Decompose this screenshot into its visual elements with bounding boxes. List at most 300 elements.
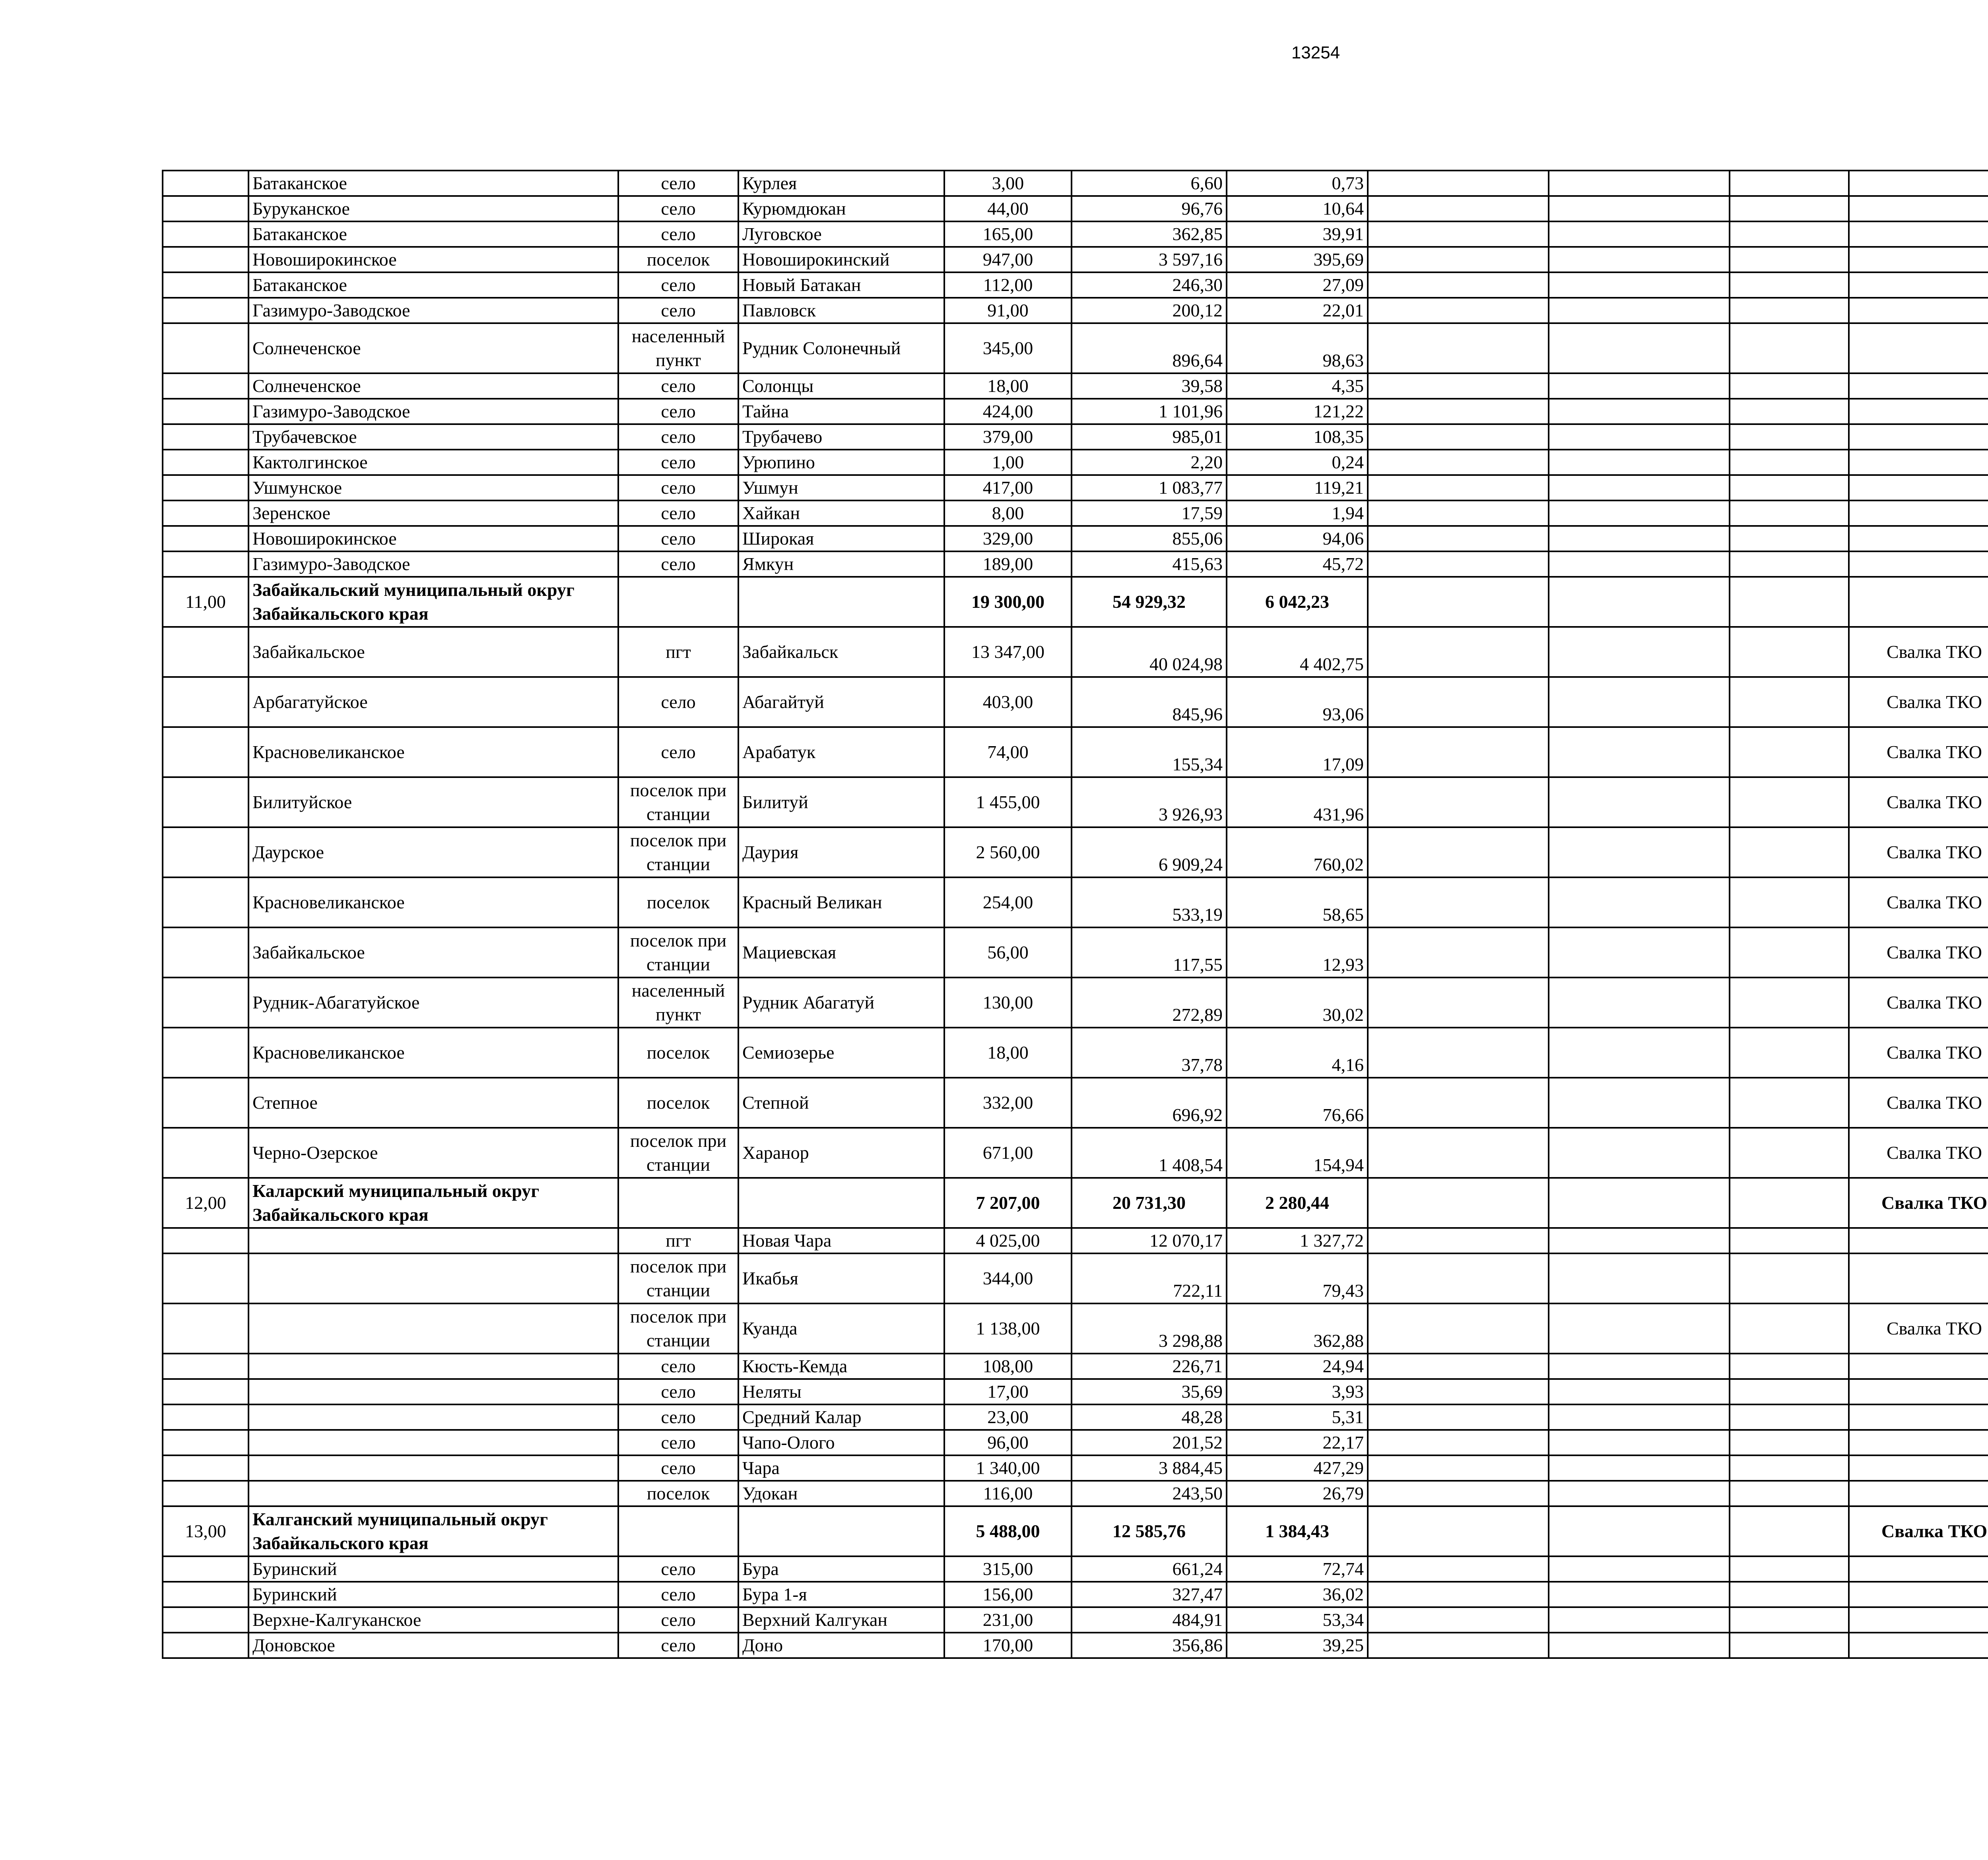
empty-cell (1368, 1028, 1549, 1078)
population-cell: 332,00 (944, 1078, 1072, 1128)
empty-cell (1368, 1253, 1549, 1303)
settlement-name-cell: Икабья (738, 1253, 944, 1303)
empty-cell (1730, 1481, 1849, 1506)
volume-cell: 696,92 (1072, 1078, 1227, 1128)
municipality-cell: Солнеченское (248, 373, 618, 399)
volume-cell: 48,28 (1072, 1404, 1227, 1430)
empty-cell (1730, 323, 1849, 373)
table-row (163, 526, 1988, 551)
empty-cell (1549, 1481, 1730, 1506)
settlement-name-cell: Забайкальск (738, 627, 944, 677)
mass-cell: 27,09 (1227, 272, 1368, 298)
empty-cell (1368, 475, 1549, 500)
table-row (163, 1430, 1988, 1455)
mass-cell: 72,74 (1227, 1556, 1368, 1582)
settlement-type-cell: село (618, 373, 738, 399)
municipality-cell: Красновеликанское (248, 877, 618, 927)
table-row (163, 1379, 1988, 1404)
empty-cell (1730, 978, 1849, 1028)
settlement-type-cell: село (618, 298, 738, 323)
settlement-name-cell: Солонцы (738, 373, 944, 399)
mass-cell: 98,63 (1227, 323, 1368, 373)
settlement-name-cell: Кюсть-Кемда (738, 1354, 944, 1379)
settlement-name-cell: Ушмун (738, 475, 944, 500)
facility-cell (1849, 1354, 1988, 1379)
settlement-type-cell: село (618, 1379, 738, 1404)
row-number-cell (163, 627, 248, 677)
table-row (163, 1556, 1988, 1582)
row-number-cell: 13,00 (163, 1506, 248, 1556)
table-row (163, 247, 1988, 272)
facility-cell (1849, 1253, 1988, 1303)
volume-cell: 3 597,16 (1072, 247, 1227, 272)
population-cell: 7 207,00 (944, 1178, 1072, 1228)
row-number-cell (163, 827, 248, 877)
mass-cell: 4,35 (1227, 373, 1368, 399)
municipality-cell: Ушмунское (248, 475, 618, 500)
volume-cell: 117,55 (1072, 927, 1227, 978)
table-row (163, 978, 1988, 1028)
mass-cell: 760,02 (1227, 827, 1368, 877)
empty-cell (1730, 475, 1849, 500)
population-cell: 4 025,00 (944, 1228, 1072, 1253)
empty-cell (1549, 1556, 1730, 1582)
row-number-cell (163, 298, 248, 323)
empty-cell (1368, 196, 1549, 221)
empty-cell (1549, 247, 1730, 272)
volume-cell: 54 929,32 (1072, 577, 1227, 627)
empty-cell (1368, 1404, 1549, 1430)
table-row (163, 1607, 1988, 1633)
settlement-name-cell (738, 1178, 944, 1228)
settlement-name-cell: Даурия (738, 827, 944, 877)
empty-cell (1549, 424, 1730, 450)
row-number-cell (163, 727, 248, 777)
empty-cell (1549, 1303, 1730, 1354)
volume-cell: 96,76 (1072, 196, 1227, 221)
population-cell: 424,00 (944, 399, 1072, 424)
settlement-type-cell: село (618, 171, 738, 196)
population-cell: 1 138,00 (944, 1303, 1072, 1354)
volume-cell: 3 884,45 (1072, 1455, 1227, 1481)
settlement-type-cell: село (618, 399, 738, 424)
settlement-name-cell: Неляты (738, 1379, 944, 1404)
volume-cell: 226,71 (1072, 1354, 1227, 1379)
volume-cell: 12 070,17 (1072, 1228, 1227, 1253)
empty-cell (1368, 272, 1549, 298)
table-row (163, 877, 1988, 927)
row-number-cell (163, 450, 248, 475)
settlement-type-cell: поселок при станции (618, 1303, 738, 1354)
settlement-type-cell: пгт (618, 1228, 738, 1253)
empty-cell (1368, 677, 1549, 727)
facility-cell (1849, 551, 1988, 577)
volume-cell: 985,01 (1072, 424, 1227, 450)
municipality-cell: Новоширокинское (248, 247, 618, 272)
mass-cell: 4 402,75 (1227, 627, 1368, 677)
municipality-cell (248, 1228, 618, 1253)
empty-cell (1549, 1178, 1730, 1228)
volume-cell: 201,52 (1072, 1430, 1227, 1455)
mass-cell: 45,72 (1227, 551, 1368, 577)
empty-cell (1368, 323, 1549, 373)
empty-cell (1549, 1430, 1730, 1455)
municipality-cell: Батаканское (248, 272, 618, 298)
municipality-cell (248, 1455, 618, 1481)
municipality-cell: Буринский (248, 1582, 618, 1607)
municipality-cell (248, 1354, 618, 1379)
empty-cell (1549, 1128, 1730, 1178)
settlement-type-cell (618, 577, 738, 627)
settlement-name-cell: Арабатук (738, 727, 944, 777)
settlement-type-cell: село (618, 272, 738, 298)
empty-cell (1730, 677, 1849, 727)
municipality-cell: Газимуро-Заводское (248, 399, 618, 424)
municipality-cell: Кактолгинское (248, 450, 618, 475)
table-row (163, 1128, 1988, 1178)
empty-cell (1368, 1481, 1549, 1506)
population-cell: 315,00 (944, 1556, 1072, 1582)
population-cell: 2 560,00 (944, 827, 1072, 877)
population-cell: 18,00 (944, 1028, 1072, 1078)
volume-cell: 722,11 (1072, 1253, 1227, 1303)
municipality-cell: Верхне-Калгуканское (248, 1607, 618, 1633)
facility-cell: Свалка ТКО (1849, 1028, 1988, 1078)
empty-cell (1549, 1455, 1730, 1481)
table-row (163, 1633, 1988, 1658)
table-row (163, 196, 1988, 221)
empty-cell (1730, 1455, 1849, 1481)
empty-cell (1730, 1582, 1849, 1607)
table-row (163, 450, 1988, 475)
empty-cell (1368, 577, 1549, 627)
volume-cell: 2,20 (1072, 450, 1227, 475)
row-number-cell (163, 171, 248, 196)
facility-cell (1849, 1607, 1988, 1633)
empty-cell (1549, 978, 1730, 1028)
empty-cell (1730, 500, 1849, 526)
table-row (163, 1253, 1988, 1303)
row-number-cell (163, 1607, 248, 1633)
row-number-cell (163, 247, 248, 272)
settlement-type-cell: село (618, 1430, 738, 1455)
empty-cell (1730, 1028, 1849, 1078)
subtotal-row (163, 1178, 1988, 1228)
mass-cell: 2 280,44 (1227, 1178, 1368, 1228)
settlement-name-cell: Тайна (738, 399, 944, 424)
volume-cell: 362,85 (1072, 221, 1227, 247)
empty-cell (1368, 1228, 1549, 1253)
population-cell: 8,00 (944, 500, 1072, 526)
empty-cell (1368, 777, 1549, 827)
mass-cell: 5,31 (1227, 1404, 1368, 1430)
facility-cell: Свалка ТКО (1849, 1303, 1988, 1354)
empty-cell (1549, 1028, 1730, 1078)
municipality-cell (248, 1430, 618, 1455)
volume-cell: 246,30 (1072, 272, 1227, 298)
facility-cell (1849, 500, 1988, 526)
population-cell: 254,00 (944, 877, 1072, 927)
population-cell: 116,00 (944, 1481, 1072, 1506)
mass-cell: 4,16 (1227, 1028, 1368, 1078)
settlements-table (162, 170, 1988, 1659)
mass-cell: 1,94 (1227, 500, 1368, 526)
settlement-name-cell: Доно (738, 1633, 944, 1658)
row-number-cell (163, 323, 248, 373)
mass-cell: 36,02 (1227, 1582, 1368, 1607)
empty-cell (1368, 1607, 1549, 1633)
settlement-name-cell: Билитуй (738, 777, 944, 827)
empty-cell (1549, 777, 1730, 827)
empty-cell (1368, 727, 1549, 777)
facility-cell (1849, 1228, 1988, 1253)
volume-cell: 35,69 (1072, 1379, 1227, 1404)
empty-cell (1549, 450, 1730, 475)
mass-cell: 79,43 (1227, 1253, 1368, 1303)
empty-cell (1549, 475, 1730, 500)
empty-cell (1549, 1354, 1730, 1379)
table-row (163, 272, 1988, 298)
municipality-cell: Степное (248, 1078, 618, 1128)
volume-cell: 533,19 (1072, 877, 1227, 927)
row-number-cell (163, 1354, 248, 1379)
empty-cell (1368, 1128, 1549, 1178)
mass-cell: 17,09 (1227, 727, 1368, 777)
facility-cell (1849, 1430, 1988, 1455)
facility-cell (1849, 577, 1988, 627)
row-number-cell (163, 1404, 248, 1430)
volume-cell: 20 731,30 (1072, 1178, 1227, 1228)
settlement-name-cell: Куанда (738, 1303, 944, 1354)
empty-cell (1730, 1607, 1849, 1633)
settlement-type-cell: село (618, 1455, 738, 1481)
empty-cell (1368, 500, 1549, 526)
settlement-type-cell: поселок (618, 1481, 738, 1506)
mass-cell: 362,88 (1227, 1303, 1368, 1354)
municipality-cell: Забайкальское (248, 627, 618, 677)
settlement-name-cell: Степной (738, 1078, 944, 1128)
mass-cell: 39,91 (1227, 221, 1368, 247)
empty-cell (1730, 577, 1849, 627)
table-row (163, 777, 1988, 827)
volume-cell: 484,91 (1072, 1607, 1227, 1633)
mass-cell: 0,24 (1227, 450, 1368, 475)
mass-cell: 395,69 (1227, 247, 1368, 272)
facility-cell: Свалка ТКО (1849, 1078, 1988, 1128)
empty-cell (1549, 677, 1730, 727)
empty-cell (1549, 551, 1730, 577)
population-cell: 23,00 (944, 1404, 1072, 1430)
facility-cell (1849, 1582, 1988, 1607)
empty-cell (1730, 777, 1849, 827)
empty-cell (1730, 526, 1849, 551)
volume-cell: 155,34 (1072, 727, 1227, 777)
volume-cell: 1 101,96 (1072, 399, 1227, 424)
empty-cell (1730, 1178, 1849, 1228)
empty-cell (1549, 399, 1730, 424)
population-cell: 96,00 (944, 1430, 1072, 1455)
volume-cell: 356,86 (1072, 1633, 1227, 1658)
settlement-type-cell: село (618, 500, 738, 526)
settlement-type-cell: село (618, 196, 738, 221)
volume-cell: 661,24 (1072, 1556, 1227, 1582)
settlement-name-cell: Павловск (738, 298, 944, 323)
empty-cell (1368, 373, 1549, 399)
mass-cell: 22,01 (1227, 298, 1368, 323)
mass-cell: 93,06 (1227, 677, 1368, 727)
empty-cell (1730, 1303, 1849, 1354)
settlement-name-cell: Чара (738, 1455, 944, 1481)
population-cell: 1 455,00 (944, 777, 1072, 827)
mass-cell: 6 042,23 (1227, 577, 1368, 627)
facility-cell (1849, 475, 1988, 500)
row-number-cell: 12,00 (163, 1178, 248, 1228)
settlement-name-cell: Мациевская (738, 927, 944, 978)
settlement-type-cell: село (618, 450, 738, 475)
facility-cell: Свалка ТКО (1849, 1178, 1988, 1228)
municipality-cell: Калганский муниципальный округ Забайкальского края (248, 1506, 618, 1556)
empty-cell (1368, 927, 1549, 978)
facility-cell (1849, 373, 1988, 399)
empty-cell (1549, 196, 1730, 221)
volume-cell: 1 083,77 (1072, 475, 1227, 500)
population-cell: 417,00 (944, 475, 1072, 500)
empty-cell (1368, 1633, 1549, 1658)
settlement-name-cell: Рудник Солонечный (738, 323, 944, 373)
volume-cell: 896,64 (1072, 323, 1227, 373)
volume-cell: 855,06 (1072, 526, 1227, 551)
facility-cell (1849, 247, 1988, 272)
subtotal-row (163, 577, 1988, 627)
settlement-name-cell (738, 577, 944, 627)
settlement-name-cell: Хайкан (738, 500, 944, 526)
settlement-type-cell: село (618, 1633, 738, 1658)
settlement-type-cell: поселок (618, 877, 738, 927)
volume-cell: 6,60 (1072, 171, 1227, 196)
empty-cell (1549, 221, 1730, 247)
population-cell: 344,00 (944, 1253, 1072, 1303)
settlement-type-cell: поселок при станции (618, 1253, 738, 1303)
empty-cell (1549, 1253, 1730, 1303)
municipality-cell: Каларский муниципальный округ Забайкальского края (248, 1178, 618, 1228)
row-number-cell (163, 500, 248, 526)
population-cell: 74,00 (944, 727, 1072, 777)
mass-cell: 76,66 (1227, 1078, 1368, 1128)
mass-cell: 154,94 (1227, 1128, 1368, 1178)
population-cell: 1 340,00 (944, 1455, 1072, 1481)
table-row (163, 827, 1988, 877)
table-row (163, 1455, 1988, 1481)
empty-cell (1549, 1404, 1730, 1430)
page-number: 13254 (1291, 43, 1340, 62)
empty-cell (1549, 373, 1730, 399)
settlement-name-cell: Луговское (738, 221, 944, 247)
mass-cell: 121,22 (1227, 399, 1368, 424)
population-cell: 165,00 (944, 221, 1072, 247)
empty-cell (1730, 1430, 1849, 1455)
municipality-cell: Газимуро-Заводское (248, 298, 618, 323)
row-number-cell: 11,00 (163, 577, 248, 627)
row-number-cell (163, 1303, 248, 1354)
row-number-cell (163, 424, 248, 450)
empty-cell (1730, 171, 1849, 196)
settlement-type-cell: поселок при станции (618, 827, 738, 877)
row-number-cell (163, 526, 248, 551)
facility-cell (1849, 1633, 1988, 1658)
mass-cell: 26,79 (1227, 1481, 1368, 1506)
empty-cell (1730, 221, 1849, 247)
table-row (163, 1228, 1988, 1253)
empty-cell (1730, 1078, 1849, 1128)
settlement-name-cell: Новоширокинский (738, 247, 944, 272)
table-row (163, 1303, 1988, 1354)
settlement-type-cell: село (618, 677, 738, 727)
row-number-cell (163, 475, 248, 500)
facility-cell (1849, 323, 1988, 373)
empty-cell (1368, 1178, 1549, 1228)
empty-cell (1549, 1633, 1730, 1658)
empty-cell (1730, 399, 1849, 424)
population-cell: 189,00 (944, 551, 1072, 577)
empty-cell (1368, 1379, 1549, 1404)
municipality-cell: Буринский (248, 1556, 618, 1582)
population-cell: 17,00 (944, 1379, 1072, 1404)
population-cell: 18,00 (944, 373, 1072, 399)
table-row (163, 298, 1988, 323)
empty-cell (1368, 424, 1549, 450)
facility-cell (1849, 298, 1988, 323)
population-cell: 108,00 (944, 1354, 1072, 1379)
municipality-cell: Газимуро-Заводское (248, 551, 618, 577)
empty-cell (1730, 927, 1849, 978)
population-cell: 3,00 (944, 171, 1072, 196)
table-row (163, 171, 1988, 196)
row-number-cell (163, 1556, 248, 1582)
empty-cell (1368, 1430, 1549, 1455)
mass-cell: 431,96 (1227, 777, 1368, 827)
table-body (163, 171, 1988, 1658)
settlement-name-cell: Трубачево (738, 424, 944, 450)
facility-cell (1849, 424, 1988, 450)
empty-cell (1549, 526, 1730, 551)
settlement-name-cell: Новый Батакан (738, 272, 944, 298)
empty-cell (1549, 1379, 1730, 1404)
population-cell: 1,00 (944, 450, 1072, 475)
empty-cell (1730, 1354, 1849, 1379)
facility-cell: Свалка ТКО (1849, 1128, 1988, 1178)
empty-cell (1368, 247, 1549, 272)
row-number-cell (163, 1379, 248, 1404)
row-number-cell (163, 1633, 248, 1658)
empty-cell (1549, 1078, 1730, 1128)
settlement-type-cell: село (618, 221, 738, 247)
empty-cell (1368, 1078, 1549, 1128)
table-row (163, 1481, 1988, 1506)
empty-cell (1368, 450, 1549, 475)
empty-cell (1549, 171, 1730, 196)
settlement-type-cell: село (618, 475, 738, 500)
empty-cell (1368, 171, 1549, 196)
mass-cell: 53,34 (1227, 1607, 1368, 1633)
row-number-cell (163, 1253, 248, 1303)
facility-cell: Свалка ТКО (1849, 677, 1988, 727)
empty-cell (1730, 424, 1849, 450)
mass-cell: 22,17 (1227, 1430, 1368, 1455)
facility-cell: Свалка ТКО (1849, 927, 1988, 978)
empty-cell (1549, 272, 1730, 298)
volume-cell: 6 909,24 (1072, 827, 1227, 877)
empty-cell (1730, 727, 1849, 777)
